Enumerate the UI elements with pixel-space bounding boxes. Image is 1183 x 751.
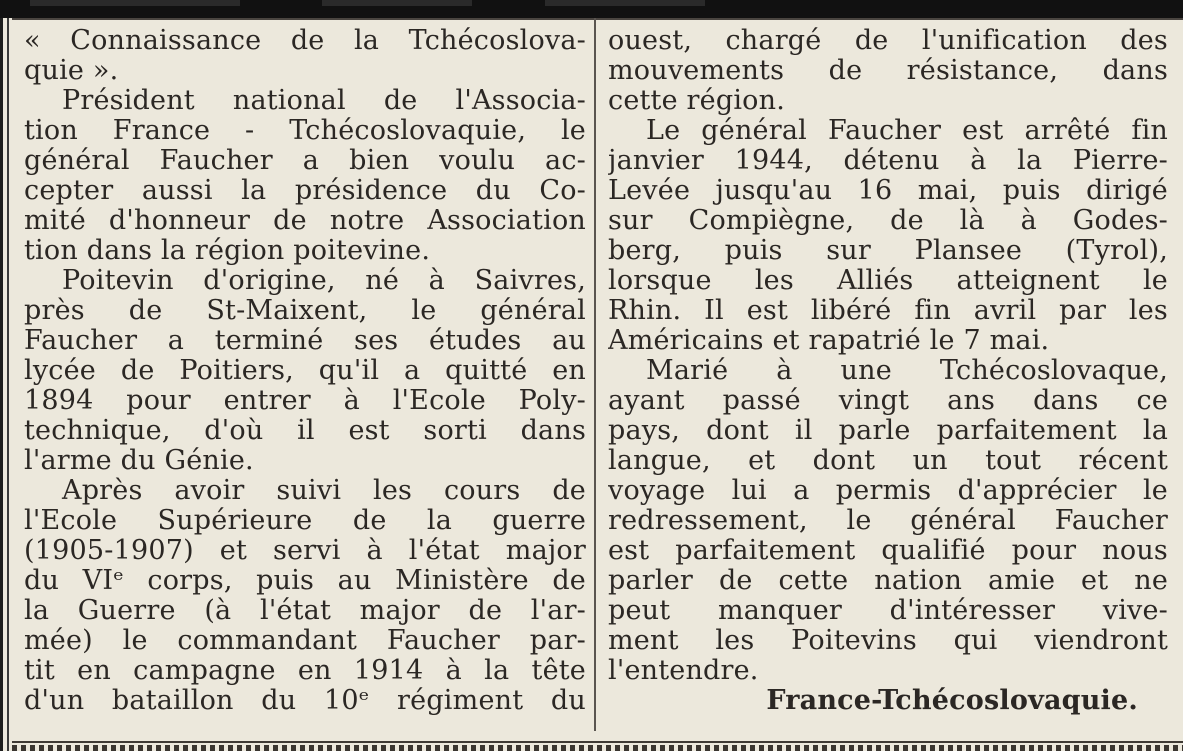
cropped-text-fragment	[545, 0, 705, 6]
text-line: mité d'honneur de notre Association	[24, 206, 586, 236]
text-line: est parfaitement qualifié pour nous	[608, 536, 1168, 566]
text-line: mée) le commandant Faucher par-	[24, 626, 586, 656]
text-line: quie ».	[24, 56, 119, 86]
text-line: sur Compiègne, de là à Godes-	[608, 206, 1168, 236]
text-line: lorsque les Alliés atteignent le	[608, 266, 1168, 296]
text-line: ayant passé vingt ans dans ce	[608, 386, 1168, 416]
text-line: langue, et dont un tout récent	[608, 446, 1168, 476]
article-left-column	[24, 26, 586, 716]
cropped-text-fragment	[322, 0, 472, 6]
page-frame-left	[0, 18, 10, 751]
top-rule	[12, 18, 1183, 20]
text-line: Rhin. Il est libéré fin avril par les	[608, 296, 1168, 326]
text-line: tit en campagne en 1914 à la tête	[24, 656, 586, 686]
text-line: « Connaissance de la Tchécoslova-	[24, 26, 586, 56]
paragraph-start-line: Le général Faucher est arrêté fin	[646, 116, 1168, 146]
text-line: peut manquer d'intéresser vive-	[608, 596, 1168, 626]
text-line: voyage lui a permis d'apprécier le	[608, 476, 1168, 506]
text-line: près de St-Maixent, le général	[24, 296, 586, 326]
text-line: cepter aussi la présidence du Co-	[24, 176, 586, 206]
text-line: tion dans la région poitevine.	[24, 236, 431, 266]
text-line: l'entendre.	[608, 656, 759, 686]
text-line: général Faucher a bien voulu ac-	[24, 146, 586, 176]
text-line: d'un bataillon du 10ᵉ régiment du	[24, 686, 586, 716]
text-line: pays, dont il parle parfaitement la	[608, 416, 1168, 446]
bottom-rule	[12, 741, 1183, 743]
text-line: janvier 1944, détenu à la Pierre-	[608, 146, 1168, 176]
text-line: Américains et rapatrié le 7 mai.	[608, 326, 1050, 356]
paragraph-start-line: Président national de l'Associa-	[62, 86, 586, 116]
cropped-text-fragment	[30, 0, 240, 6]
article-signature: France-Tchécoslovaquie.	[766, 686, 1138, 716]
bottom-dashed-rule	[12, 745, 1183, 751]
text-line: cette région.	[608, 86, 785, 116]
text-line: lycée de Poitiers, qu'il a quitté en	[24, 356, 586, 386]
text-line: redressement, le général Faucher	[608, 506, 1168, 536]
text-line: ouest, chargé de l'unification des	[608, 26, 1168, 56]
text-line: mouvements de résistance, dans	[608, 56, 1168, 86]
text-line: Levée jusqu'au 16 mai, puis dirigé	[608, 176, 1168, 206]
text-line: 1894 pour entrer à l'Ecole Poly-	[24, 386, 586, 416]
paragraph-start-line: Poitevin d'origine, né à Saivres,	[62, 266, 586, 296]
text-line: la Guerre (à l'état major de l'ar-	[24, 596, 586, 626]
text-line: du VIᵉ corps, puis au Ministère de	[24, 566, 586, 596]
text-line: l'Ecole Supérieure de la guerre	[24, 506, 586, 536]
top-bar	[0, 0, 1183, 18]
text-line: parler de cette nation amie et ne	[608, 566, 1168, 596]
text-line: (1905-1907) et servi à l'état major	[24, 536, 586, 566]
article-right-column	[608, 26, 1168, 716]
text-line: tion France - Tchécoslovaquie, le	[24, 116, 586, 146]
paragraph-start-line: Marié à une Tchécoslovaque,	[646, 356, 1168, 386]
paragraph-start-line: Après avoir suivi les cours de	[62, 476, 586, 506]
text-line: l'arme du Génie.	[24, 446, 254, 476]
column-divider	[594, 18, 596, 731]
text-line: ment les Poitevins qui viendront	[608, 626, 1168, 656]
text-line: technique, d'où il est sorti dans	[24, 416, 586, 446]
text-line: berg, puis sur Plansee (Tyrol),	[608, 236, 1168, 266]
text-line: Faucher a terminé ses études au	[24, 326, 586, 356]
